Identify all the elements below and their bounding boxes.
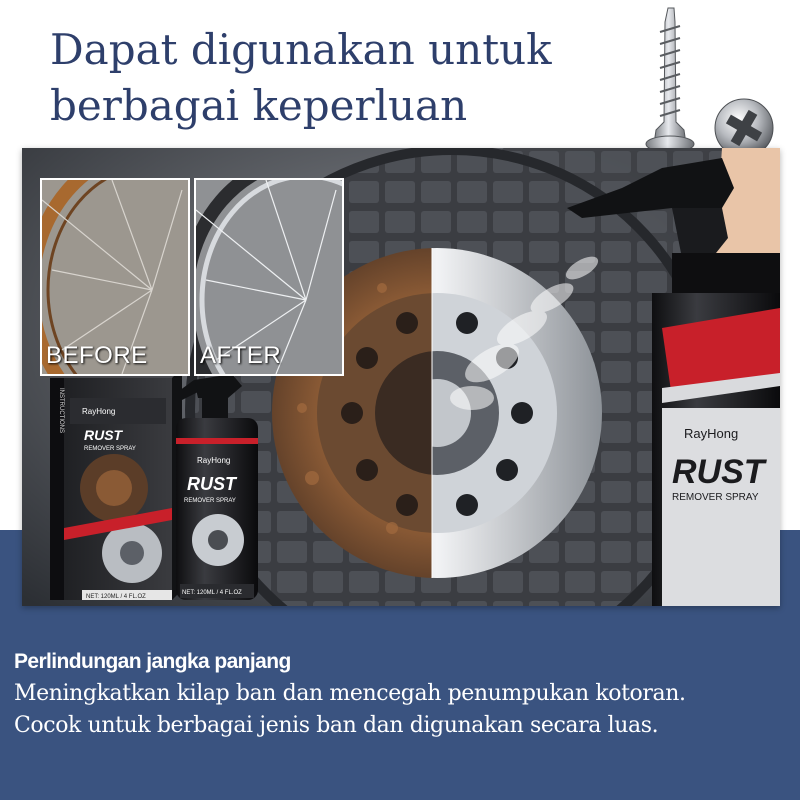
small-bottle-volume: NET: 120ML / 4 FL.OZ [182, 590, 242, 596]
before-photo [40, 178, 190, 376]
description [14, 648, 794, 742]
small-bottle-brand: RayHong [197, 456, 231, 465]
product-scene [22, 148, 780, 606]
large-bottle-name: RUST [672, 453, 765, 491]
page-title-line-1: Dapat digunakan untuk [50, 25, 552, 74]
box-side-text: INSTRUCTIONS [58, 388, 64, 433]
box-brand: RayHong [82, 407, 116, 416]
description-line-2: Cocok untuk berbagai jenis ban dan digunakan secara luas. [14, 713, 659, 738]
small-bottle-name: RUST [187, 474, 236, 494]
description-title: Perlindungan jangka panjang [14, 650, 291, 673]
box-name: RUST [84, 427, 123, 443]
screw-icon [640, 2, 700, 154]
page-title [50, 22, 552, 134]
description-line-1: Meningkatkan kilap ban dan mencegah penumpukan kotoran. [14, 681, 686, 706]
before-label: BEFORE [46, 342, 148, 369]
product-box [50, 368, 182, 600]
large-bottle-brand: RayHong [684, 426, 739, 441]
box-subtitle: REMOVER SPRAY [84, 446, 136, 452]
page-title-line-2: berbagai keperluan [50, 81, 468, 130]
after-photo [194, 178, 344, 376]
box-volume: NET: 120ML / 4 FL.OZ [86, 594, 146, 600]
small-bottle-subtitle: REMOVER SPRAY [184, 498, 236, 504]
after-label: AFTER [200, 342, 282, 369]
large-bottle-subtitle: REMOVER SPRAY [672, 492, 759, 503]
